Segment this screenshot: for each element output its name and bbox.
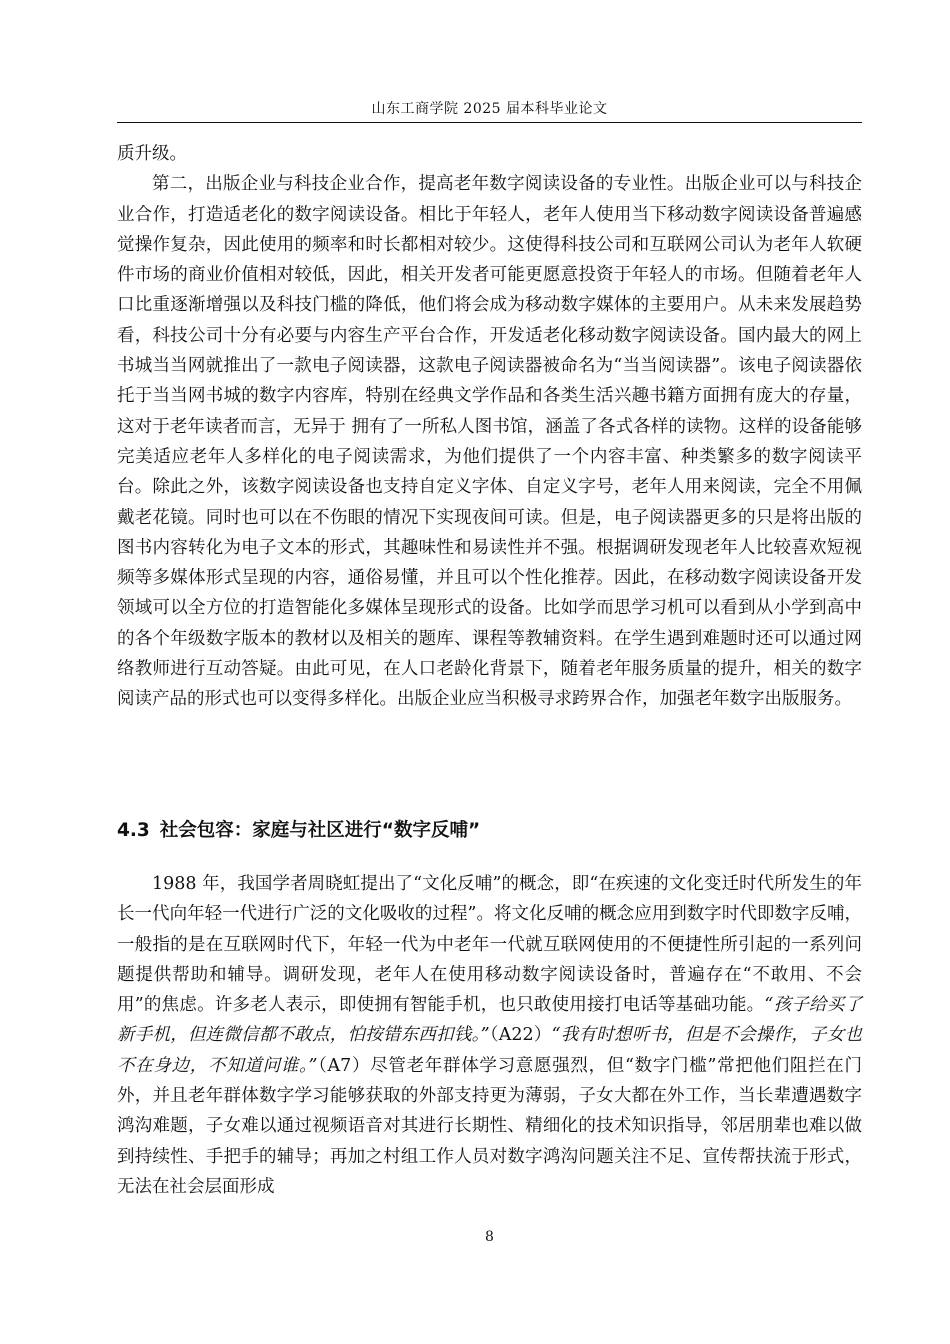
header-rule [117,122,862,123]
paragraph-text: 尽管老年群体学习意愿强烈，但“数字门槛”常把他们阻拦在门外，并且老年群体数字学习能够获取的外部支持更为薄弱，子女大都在外工作，当长辈遭遇数字鸿沟难题，子女难以通过视频语音对其进行长期性、精细化的技术知识指导，邻居朋辈也难以做到持续性、手把手的辅导；再加之村组工作人员对数字鸿沟问题关注不足、宣传帮扶流于形式，无法在社会层面形成 [117,1055,862,1197]
page-number: 8 [485,1229,494,1245]
paragraph [117,869,862,1202]
quote-citation: （A22） [489,1025,552,1046]
body-text-block [117,139,862,715]
interview-quote: “我有时想听书，但是不会操作，子女也不在身边，不知道问谁。” [117,1025,863,1076]
paragraph: 第二，出版企业与科技企业合作，提高老年数字阅读设备的专业性。出版企业可以与科技企业合作，打造适老化的数字阅读设备。相比于年轻人，老年人使用当下移动数字阅读设备普遍感觉操作复杂，因此使用的频率和时长都相对较少。这使得科技公司和互联网公司认为老年人软硬件市场的商业价值相对较低，因此，相关开发者可能更愿意投资于年轻人的市场。但随着老年人口比重逐渐增强以及科技门槛的降低，他们将会成为移动数字媒体的主要用户。从未来发展趋势看，科技公司十分有必要与内容生产平台合作，开发适老化移动数字阅读设备。国内最大的网上书城当当网就推出了一款电子阅读器，这款电子阅读器被命名为“当当阅读器”。该电子阅读器依托于当当网书城的数字内容库，特别在经典文学作品和各类生活兴趣书籍方面拥有庞大的存量，这对于老年读者而言，无异于 拥有了一所私人图书馆，涵盖了各式各样的读物。这样的设备能够完美适应老年人多样化的电子阅读需求，为他们提供了一个内容丰富、种类繁多的数字阅读平台。除此之外，该数字阅读设备也支持自定义字体、自定义字号，老年人用来阅读，完全不用佩戴老花镜。同时也可以在不伤眼的情况下实现夜间可读。但是，电子阅读器更多的只是将出版的图书内容转化为电子文本的形式，其趣味性和易读性并不强。根据调研发现老年人比较喜欢短视频等多媒体形式呈现的内容，通俗易懂，并且可以个性化推荐。因此，在移动数字阅读设备开发领域可以全方位的打造智能化多媒体呈现形式的设备。比如学而思学习机可以看到从小学到高中的各个年级数字版本的教材以及相关的题库、课程等教辅资料。在学生遇到难题时还可以通过网络教师进行互动答疑。由此可见，在人口老龄化背景下，随着老年服务质量的提升，相关的数字阅读产品的形式也可以变得多样化。出版企业应当积极寻求跨界合作，加强老年数字出版服务。 [117,174,862,710]
section-title: 社会包容：家庭与社区进行“数字反哺” [159,820,481,841]
paragraph-continued: 质升级。 [117,144,187,164]
paragraph-text: 1988 年，我国学者周晓虹提出了“文化反哺”的概念，即“在疾速的文化变迁时代所发生的年长一代向年轻一代进行广泛的文化吸收的过程”。将文化反哺的概念应用到数字时代即数字反哺，一般指的是在互联网时代下，年轻一代为中老年一代就互联网使用的不便捷性所引起的一系列问题提供帮助和辅导。调研发现，老年人在使用移动数字阅读设备时，普遍存在“不敢用、不会用”的焦虑。许多老人表示，即使拥有智能手机，也只敢使用接打电话等基础功能。 [117,874,862,1016]
section-number: 4.3 [117,820,150,841]
body-text-block-2 [117,869,862,1202]
running-header: 山东工商学院 2025 届本科毕业论文 [371,101,608,117]
section-heading [117,817,862,845]
quote-citation: （A7） [317,1055,371,1076]
interview-quote: “孩子给买了新手机，但连微信都不敢点，怕按错东西扣钱。” [117,995,862,1046]
